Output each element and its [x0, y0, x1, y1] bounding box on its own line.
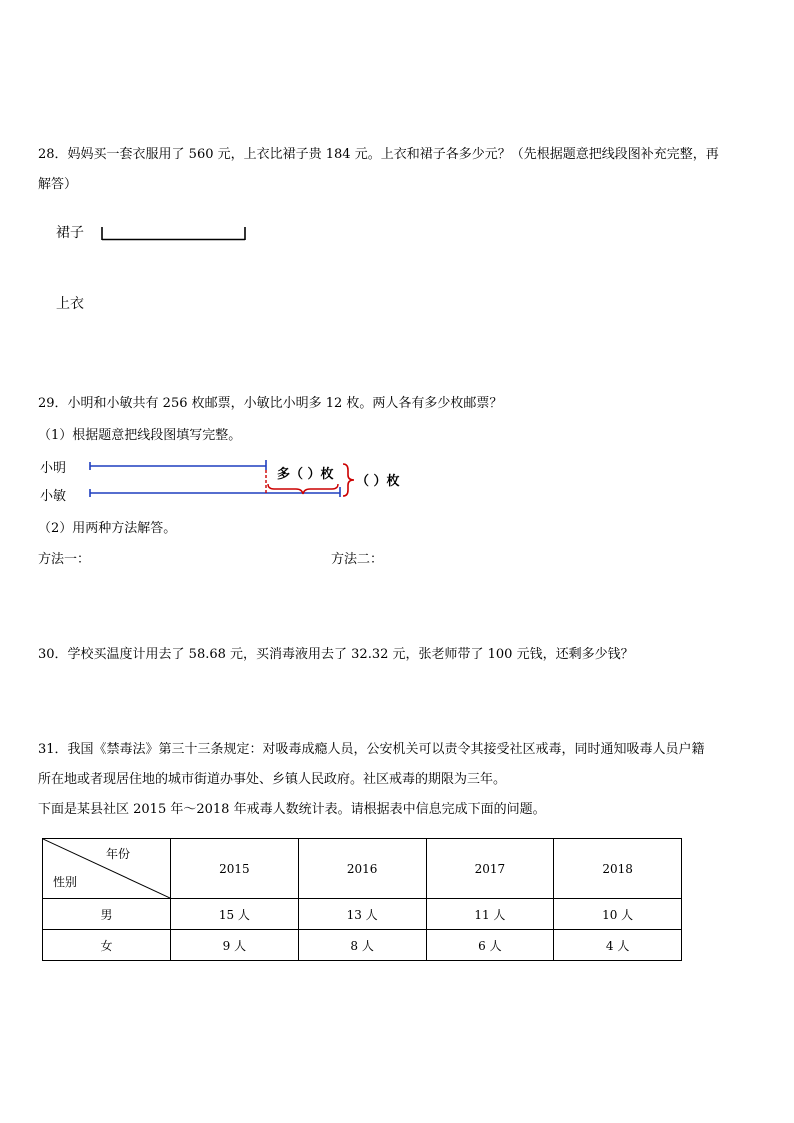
- year-header-cell: 2018: [554, 839, 682, 899]
- q29-total-label: （ ）枚: [356, 474, 400, 489]
- q28-top-label: 上衣: [56, 296, 84, 312]
- corner-year-label: 年份: [105, 847, 130, 861]
- q28-skirt-label: 裙子: [56, 225, 84, 241]
- q28-skirt-segment: [98, 224, 250, 244]
- year-header-cell: 2017: [426, 839, 554, 899]
- table-row: [43, 930, 682, 961]
- q29-method2: 方法二：: [331, 552, 384, 567]
- q29-part2: （2）用两种方法解答。: [38, 521, 177, 536]
- drug-rehab-stats-table: [42, 838, 682, 961]
- table-cell: 8 人: [298, 930, 426, 961]
- table-header-row: [43, 839, 682, 899]
- q29-name-min: 小敏: [40, 489, 67, 504]
- year-header-cell: 2015: [171, 839, 299, 899]
- year-header-cell: 2016: [298, 839, 426, 899]
- q30-text: 30．学校买温度计用去了 58.68 元，买消毒液用去了 32.32 元，张老师带了 100 元钱，还剩多少钱？: [38, 647, 634, 662]
- table-cell: 6 人: [426, 930, 554, 961]
- table-row: [43, 899, 682, 930]
- q31-text-line1: 31．我国《禁毒法》第三十三条规定：对吸毒成瘾人员，公安机关可以责令其接受社区戒毒，同时通知吸毒人员户籍: [38, 742, 705, 757]
- q29-more-label: 多（ ）枚: [277, 467, 334, 482]
- table-cell: 13 人: [298, 899, 426, 930]
- q28-text-line1: 28．妈妈买一套衣服用了 560 元，上衣比裙子贵 184 元。上衣和裙子各多少元？（先根据题意把线段图补充完整，再: [38, 147, 719, 162]
- table-cell: 9 人: [171, 930, 299, 961]
- q29-method1: 方法一：: [38, 552, 91, 567]
- row-label-cell: 女: [43, 930, 171, 961]
- corner-gender-label: 性别: [53, 875, 78, 889]
- table-cell: 4 人: [554, 930, 682, 961]
- q29-name-ming: 小明: [40, 461, 67, 476]
- q28-text-line2: 解答）: [38, 177, 78, 192]
- table-cell: 10 人: [554, 899, 682, 930]
- table-corner-cell: [43, 839, 171, 899]
- q29-text-line1: 29．小明和小敏共有 256 枚邮票，小敏比小明多 12 枚。两人各有多少枚邮票？: [38, 396, 503, 411]
- row-label-cell: 男: [43, 899, 171, 930]
- table-cell: 15 人: [171, 899, 299, 930]
- q29-part1: （1）根据题意把线段图填写完整。: [38, 428, 242, 443]
- q31-text-line3: 下面是某县社区 2015 年～2018 年戒毒人数统计表。请根据表中信息完成下面的问题。: [38, 802, 546, 817]
- table-cell: 11 人: [426, 899, 554, 930]
- q31-text-line2: 所在地或者现居住地的城市街道办事处、乡镇人民政府。社区戒毒的期限为三年。: [38, 772, 507, 787]
